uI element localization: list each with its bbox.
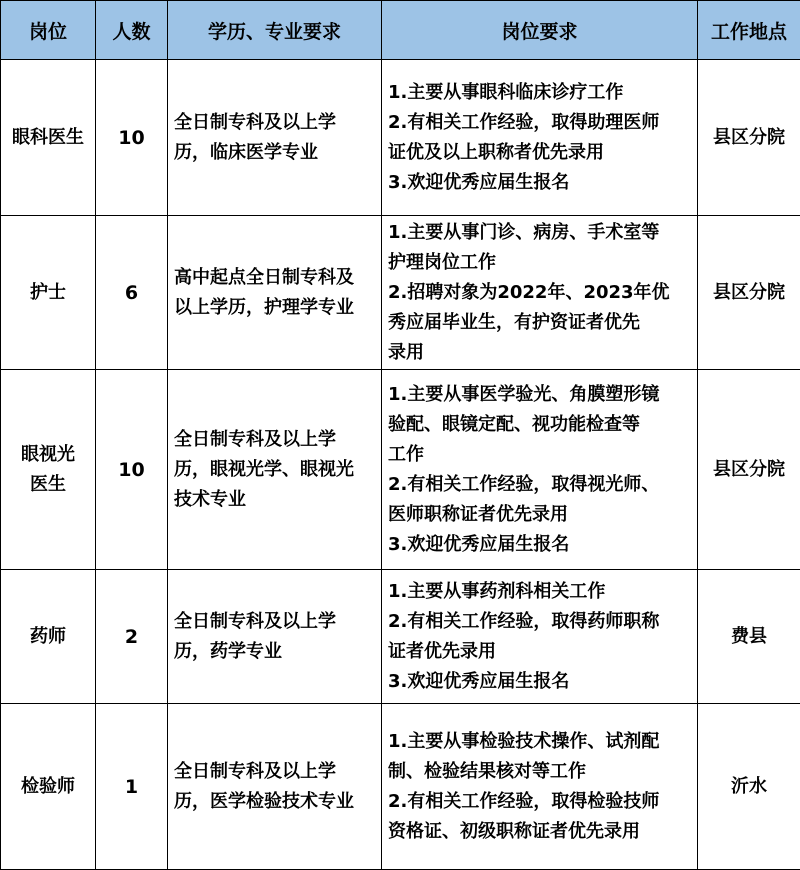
requirements-cell: [382, 60, 698, 216]
count-cell: 6: [96, 216, 168, 370]
table-row: [1, 60, 800, 216]
education-cell: [168, 704, 382, 870]
requirement-text: 录用: [388, 338, 693, 368]
position-text: 眼科医生: [1, 123, 95, 153]
position-text: 医生: [1, 470, 95, 500]
education-text: 技术专业: [174, 485, 377, 515]
position-cell: [1, 570, 96, 704]
education-cell: [168, 60, 382, 216]
education-text: 全日制专科及以上学: [174, 425, 377, 455]
header-education: 学历、专业要求: [168, 1, 382, 60]
table-row: [1, 570, 800, 704]
education-cell: [168, 570, 382, 704]
education-text: 历，药学专业: [174, 637, 377, 667]
position-text: 眼视光: [1, 440, 95, 470]
requirement-text: 1.主要从事药剂科相关工作: [388, 577, 693, 607]
requirements-cell: [382, 370, 698, 570]
education-text: 全日制专科及以上学: [174, 108, 377, 138]
requirement-text: 证优及以上职称者优先录用: [388, 138, 693, 168]
location-cell: 县区分院: [698, 60, 800, 216]
count-cell: 10: [96, 60, 168, 216]
requirement-text: 3.欢迎优秀应届生报名: [388, 530, 693, 560]
table-row: [1, 370, 800, 570]
requirement-text: 验配、眼镜定配、视功能检查等: [388, 410, 693, 440]
education-text: 高中起点全日制专科及: [174, 263, 377, 293]
requirement-text: 3.欢迎优秀应届生报名: [388, 667, 693, 697]
education-text: 全日制专科及以上学: [174, 607, 377, 637]
position-cell: [1, 60, 96, 216]
position-text: 检验师: [1, 772, 95, 802]
education-text: 历，医学检验技术专业: [174, 787, 377, 817]
location-cell: 县区分院: [698, 370, 800, 570]
requirement-text: 证者优先录用: [388, 637, 693, 667]
education-text: 历，临床医学专业: [174, 138, 377, 168]
count-cell: 10: [96, 370, 168, 570]
header-count: 人数: [96, 1, 168, 60]
location-cell: 费县: [698, 570, 800, 704]
education-cell: [168, 216, 382, 370]
header-row: [1, 1, 800, 60]
header-location: 工作地点: [698, 1, 800, 60]
requirement-text: 3.欢迎优秀应届生报名: [388, 168, 693, 198]
requirement-text: 护理岗位工作: [388, 248, 693, 278]
education-cell: [168, 370, 382, 570]
requirement-text: 2.有相关工作经验，取得助理医师: [388, 108, 693, 138]
position-cell: [1, 370, 96, 570]
position-text: 护士: [1, 278, 95, 308]
education-text: 全日制专科及以上学: [174, 757, 377, 787]
requirement-text: 2.有相关工作经验，取得药师职称: [388, 607, 693, 637]
position-cell: [1, 216, 96, 370]
requirement-text: 医师职称证者优先录用: [388, 500, 693, 530]
requirements-cell: [382, 216, 698, 370]
requirements-cell: [382, 570, 698, 704]
header-requirements: 岗位要求: [382, 1, 698, 60]
count-cell: 2: [96, 570, 168, 704]
requirement-text: 2.招聘对象为2022年、2023年优: [388, 278, 693, 308]
education-text: 以上学历，护理学专业: [174, 293, 377, 323]
requirement-text: 1.主要从事医学验光、角膜塑形镜: [388, 380, 693, 410]
requirement-text: 2.有相关工作经验，取得视光师、: [388, 470, 693, 500]
requirement-text: 2.有相关工作经验，取得检验技师: [388, 787, 693, 817]
requirement-text: 1.主要从事门诊、病房、手术室等: [388, 218, 693, 248]
count-cell: 1: [96, 704, 168, 870]
requirement-text: 制、检验结果核对等工作: [388, 757, 693, 787]
table-row: [1, 704, 800, 870]
position-cell: [1, 704, 96, 870]
position-text: 药师: [1, 622, 95, 652]
requirements-cell: [382, 704, 698, 870]
requirement-text: 1.主要从事眼科临床诊疗工作: [388, 78, 693, 108]
location-cell: 沂水: [698, 704, 800, 870]
requirement-text: 1.主要从事检验技术操作、试剂配: [388, 727, 693, 757]
education-text: 历，眼视光学、眼视光: [174, 455, 377, 485]
table-row: [1, 216, 800, 370]
header-position: 岗位: [1, 1, 96, 60]
location-cell: 县区分院: [698, 216, 800, 370]
requirement-text: 秀应届毕业生，有护资证者优先: [388, 308, 693, 338]
requirement-text: 工作: [388, 440, 693, 470]
requirement-text: 资格证、初级职称证者优先录用: [388, 817, 693, 847]
